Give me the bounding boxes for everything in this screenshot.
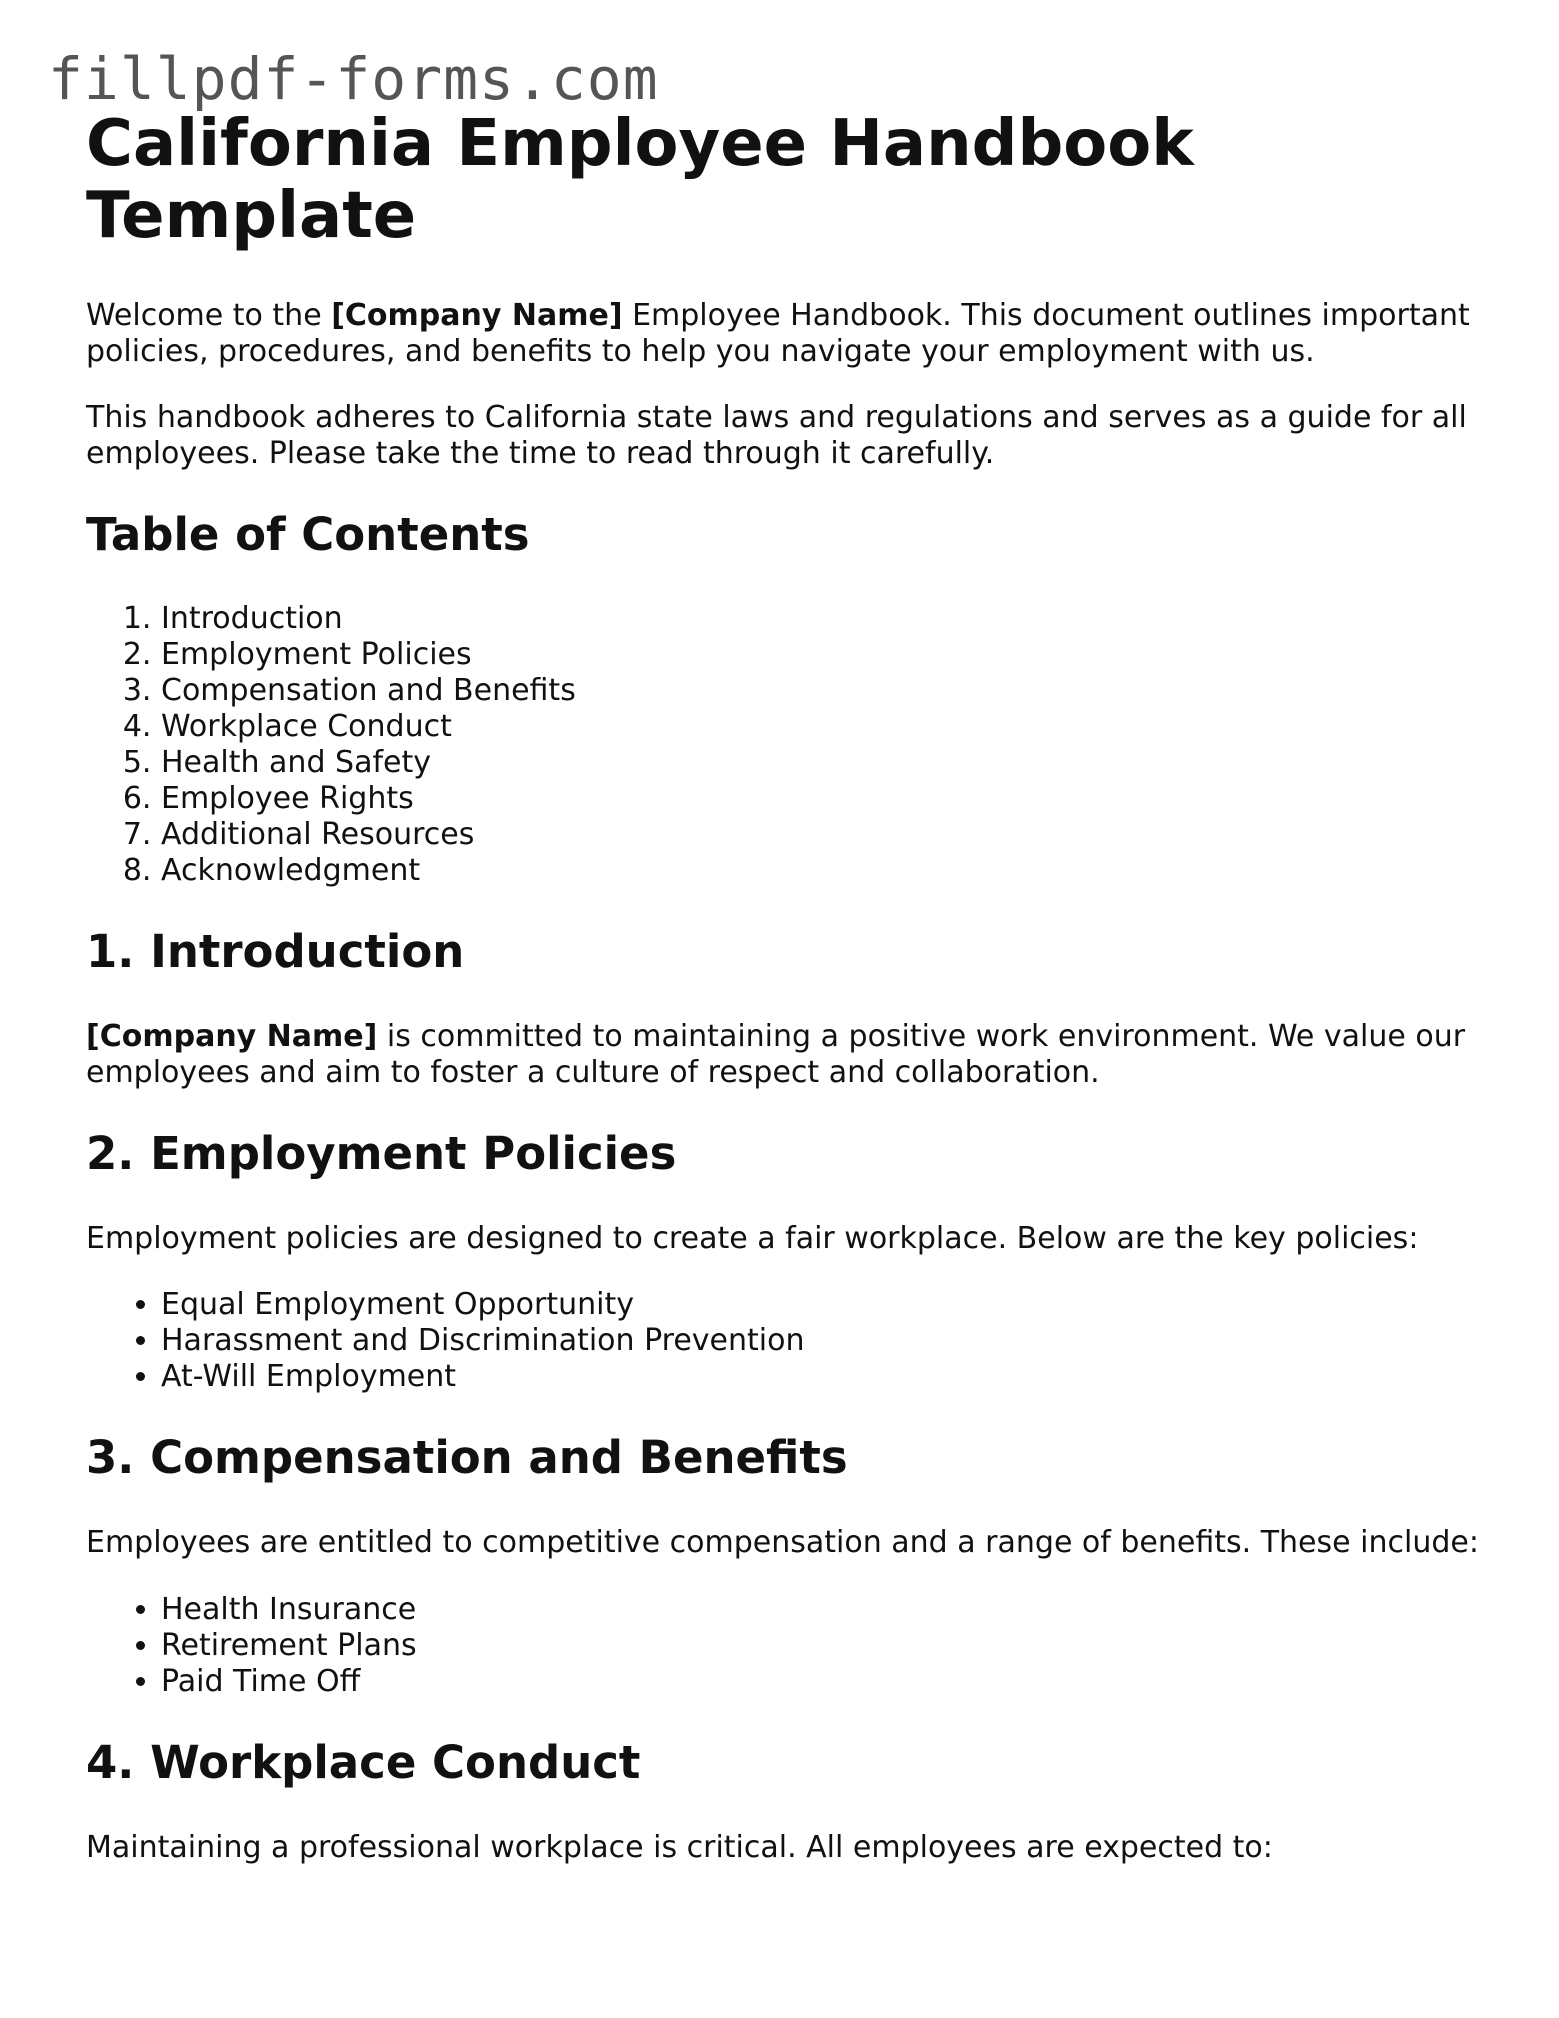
intro-text-before: Welcome to the bbox=[86, 298, 332, 333]
list-item: • Health Insurance bbox=[161, 1592, 1486, 1628]
section-4-heading: 4. Workplace Conduct bbox=[86, 1736, 641, 1789]
list-item: • At-Will Employment bbox=[161, 1359, 1486, 1395]
list-item: • Equal Employment Opportunity bbox=[161, 1287, 1486, 1323]
document-title: California Employee Handbook Template bbox=[86, 107, 1194, 253]
toc-item: 3. Compensation and Benefits bbox=[161, 673, 1486, 709]
section-1-body: is committed to maintaining a positive work environment. We value our employees and aim to foster a culture of respect and collaboration. bbox=[86, 1019, 1466, 1090]
section-3-list bbox=[86, 1592, 1486, 1700]
intro-paragraph-1 bbox=[86, 298, 1486, 370]
section-1-text bbox=[86, 1019, 1486, 1091]
toc-item: 4. Workplace Conduct bbox=[161, 709, 1486, 745]
toc-item: 6. Employee Rights bbox=[161, 781, 1486, 817]
toc-item: 2. Employment Policies bbox=[161, 637, 1486, 673]
intro-paragraph-2: This handbook adheres to California state laws and regulations and serves as a guide for all employees. Please take the time to read through it carefully. bbox=[86, 400, 1467, 471]
section-2-heading: 2. Employment Policies bbox=[86, 1127, 677, 1180]
company-name-placeholder: [Company Name] bbox=[331, 298, 623, 333]
toc-heading: Table of Contents bbox=[86, 508, 530, 561]
intro-text-after: Employee Handbook. This document outlines important policies, procedures, and benefits to help you navigate your employment with us. bbox=[86, 298, 1470, 369]
company-name-placeholder: [Company Name] bbox=[86, 1019, 378, 1054]
list-item: • Retirement Plans bbox=[161, 1628, 1486, 1664]
section-2-list bbox=[86, 1287, 1486, 1395]
section-4-text: Maintaining a professional workplace is critical. All employees are expected to: bbox=[86, 1830, 1273, 1865]
section-3-heading: 3. Compensation and Benefits bbox=[86, 1431, 848, 1484]
list-item: • Harassment and Discrimination Prevention bbox=[161, 1323, 1486, 1359]
toc-list bbox=[86, 601, 1486, 889]
toc-item: 1. Introduction bbox=[161, 601, 1486, 637]
list-item: • Paid Time Off bbox=[161, 1664, 1486, 1700]
document-page bbox=[86, 108, 1486, 1866]
watermark: fillpdf-forms.com bbox=[48, 45, 659, 113]
toc-item: 5. Health and Safety bbox=[161, 745, 1486, 781]
section-2-text: Employment policies are designed to create a fair workplace. Below are the key policies: bbox=[86, 1221, 1419, 1256]
section-1-heading: 1. Introduction bbox=[86, 925, 465, 978]
toc-item: 7. Additional Resources bbox=[161, 817, 1486, 853]
section-3-text: Employees are entitled to competitive compensation and a range of benefits. These include: bbox=[86, 1525, 1479, 1560]
toc-item: 8. Acknowledgment bbox=[161, 853, 1486, 889]
